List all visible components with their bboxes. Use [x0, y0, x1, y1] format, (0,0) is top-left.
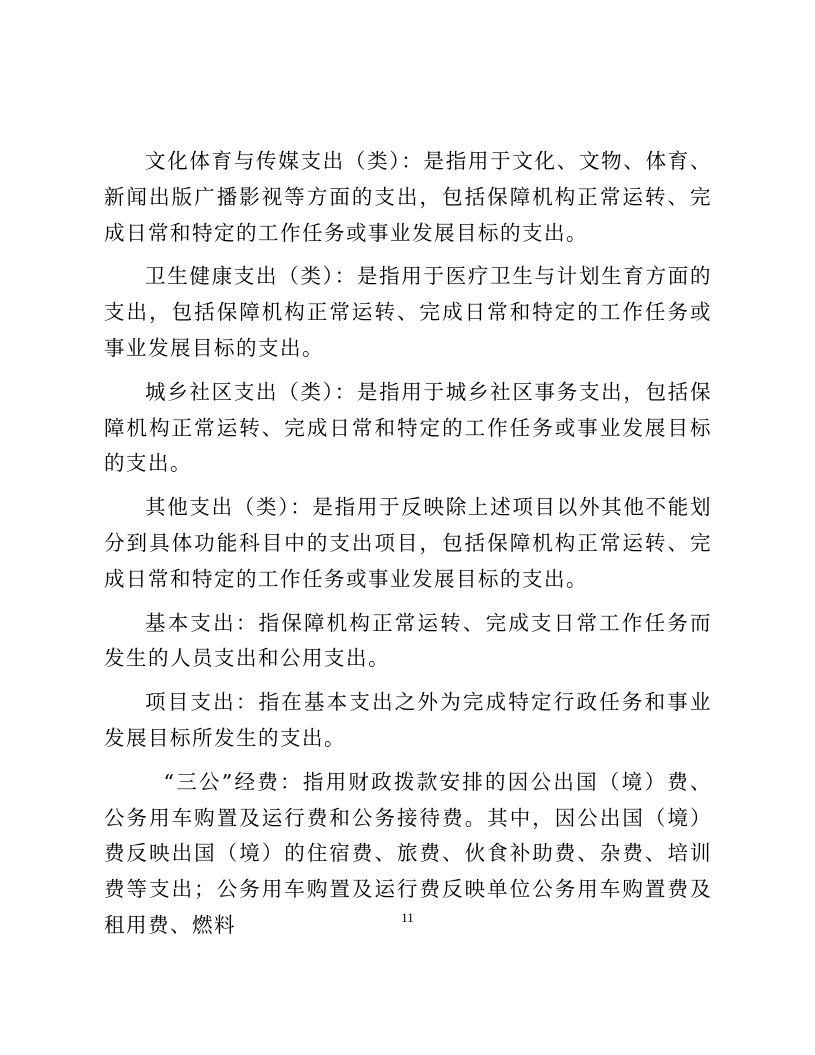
paragraph-basic-expenditure: 基本支出：指保障机构正常运转、完成支日常工作任务而发生的人员支出和公用支出。 [104, 610, 712, 671]
page-number: 11 [401, 910, 414, 925]
paragraph-health: 卫生健康支出（类）：是指用于医疗卫生与计划生育方面的支出，包括保障机构正常运转、完成日常和特定的工作任务或事业发展目标的支出。 [104, 264, 712, 360]
paragraph-project-expenditure: 项目支出：指在基本支出之外为完成特定行政任务和事业发展目标所发生的支出。 [104, 690, 712, 750]
paragraph-three-public-expenses: “三公”经费：指用财政拨款安排的因公出国（境）费、公务用车购置及运行费和公务接待费。其中，因公出国（境）费反映出国（境）的住宿费、旅费、伙食补助费、杂费、培训费等支出；公务用车购置及运行费反映单位公务用车购置费及租用费、燃料 [104, 769, 712, 937]
paragraph-other-expenditure: 其他支出（类）：是指用于反映除上述项目以外其他不能划分到具体功能科目中的支出项目，包括保障机构正常运转、完成日常和特定的工作任务或事业发展目标的支出。 [104, 495, 712, 591]
paragraph-culture-sports-media: 文化体育与传媒支出（类）：是指用于文化、文物、体育、新闻出版广播影视等方面的支出，包括保障机构正常运转、完成日常和特定的工作任务或事业发展目标的支出。 [104, 149, 712, 245]
body-text [104, 144, 712, 952]
paragraph-urban-rural-community: 城乡社区支出（类）：是指用于城乡社区事务支出，包括保障机构正常运转、完成日常和特定的工作任务或事业发展目标的支出。 [104, 379, 712, 476]
